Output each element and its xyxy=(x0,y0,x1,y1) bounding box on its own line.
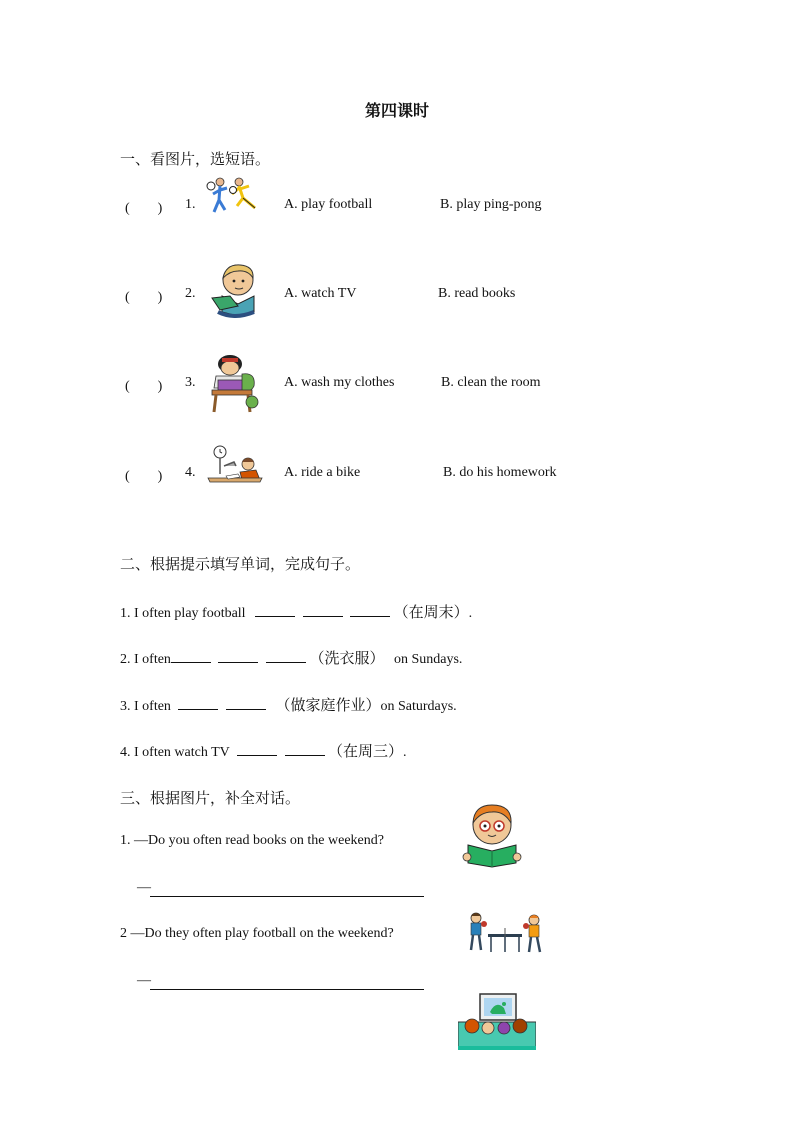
dialog-question-1: 1. —Do you often read books on the weekend? xyxy=(120,833,384,848)
sentence-3-post: on Saturdays. xyxy=(380,699,457,714)
option-a-4: A. ride a bike xyxy=(284,465,361,480)
sentence-2-post: on Sundays. xyxy=(393,652,463,667)
answer-paren-3[interactable]: ( ) xyxy=(125,379,163,394)
blank-2-1[interactable] xyxy=(171,650,211,663)
sentence-3 xyxy=(120,694,457,715)
option-b-2: B. read books xyxy=(438,286,516,301)
girl-washing-icon xyxy=(206,352,260,414)
blank-4-1[interactable] xyxy=(237,743,277,756)
sentence-4 xyxy=(120,740,407,761)
section1-heading: 一、看图片，选短语。 xyxy=(120,152,271,168)
sentence-4-text: 4. I often watch TV xyxy=(120,745,230,760)
sentence-1 xyxy=(120,601,472,622)
sentence-3-hint: （做家庭作业） xyxy=(275,698,381,714)
option-b-1: B. play ping-pong xyxy=(440,197,542,212)
dialog-question-2: 2 —Do they often play football on the weekend? xyxy=(120,926,394,941)
answer-paren-4[interactable]: ( ) xyxy=(125,469,163,484)
sentence-2 xyxy=(120,647,462,668)
blank-1-1[interactable] xyxy=(255,604,295,617)
page-title: 第四课时 xyxy=(364,103,429,120)
answer-paren-1[interactable]: ( ) xyxy=(125,201,163,216)
option-b-3: B. clean the room xyxy=(441,375,541,390)
ping-pong-players-icon xyxy=(464,910,546,956)
football-players-icon xyxy=(205,176,261,216)
option-a-2: A. watch TV xyxy=(284,286,357,301)
boy-reading-icon xyxy=(208,262,260,318)
blank-1-2[interactable] xyxy=(303,604,343,617)
sentence-3-text: 3. I often xyxy=(120,699,171,714)
sentence-2-hint: （洗衣服） xyxy=(309,651,385,667)
section3-heading: 三、根据图片，补全对话。 xyxy=(120,791,301,807)
family-watching-tv-icon xyxy=(458,992,536,1052)
dialog-dash-1: — xyxy=(137,880,151,895)
blank-3-1[interactable] xyxy=(178,697,218,710)
sentence-1-text: 1. I often play football xyxy=(120,606,246,621)
boy-homework-icon xyxy=(206,444,264,488)
boy-reading-book-icon xyxy=(462,801,522,869)
answer-line-2[interactable] xyxy=(150,989,424,990)
option-a-1: A. play football xyxy=(284,197,373,212)
blank-2-3[interactable] xyxy=(266,650,306,663)
sentence-4-post: . xyxy=(403,745,407,760)
blank-4-2[interactable] xyxy=(285,743,325,756)
section2-heading: 二、根据提示填写单词，完成句子。 xyxy=(120,557,361,573)
sentence-1-hint: （在周末） xyxy=(393,605,469,621)
sentence-2-text: 2. I often xyxy=(120,652,171,667)
sentence-1-post: . xyxy=(468,606,473,621)
item-number-4: 4. xyxy=(185,465,196,480)
dialog-dash-2: — xyxy=(137,973,151,988)
answer-line-1[interactable] xyxy=(150,896,424,897)
option-a-3: A. wash my clothes xyxy=(284,375,395,390)
blank-3-2[interactable] xyxy=(226,697,266,710)
option-b-4: B. do his homework xyxy=(443,465,557,480)
sentence-4-hint: （在周三） xyxy=(328,744,404,760)
item-number-1: 1. xyxy=(185,197,196,212)
item-number-2: 2. xyxy=(185,286,196,301)
blank-2-2[interactable] xyxy=(218,650,258,663)
item-number-3: 3. xyxy=(185,375,196,390)
blank-1-3[interactable] xyxy=(350,604,390,617)
answer-paren-2[interactable]: ( ) xyxy=(125,290,163,305)
